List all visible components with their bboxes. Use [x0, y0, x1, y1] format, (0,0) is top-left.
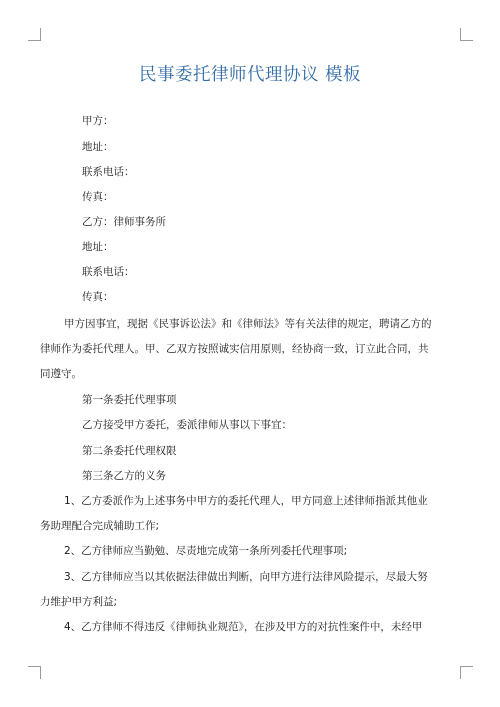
- crop-mark-top-right: [460, 28, 473, 41]
- party-a-fax-label: 传真：: [82, 191, 114, 203]
- article-3-item-1-line-1: 1、乙方委派作为上述事务中甲方的委托代理人，甲方同意上述律师指派其他业: [64, 495, 428, 507]
- intro-line-3: 同遵守。: [40, 368, 82, 380]
- party-a-name-label: 甲方：: [82, 115, 114, 127]
- intro-line-1: 甲方因事宜，现据《民事诉讼法》和《律师法》等有关法律的规定，聘请乙方的: [64, 318, 432, 330]
- crop-mark-bottom-right: [460, 666, 473, 679]
- article-1-heading: 第一条委托代理事项: [82, 394, 177, 406]
- party-b-name-label: 乙方：律师事务所: [82, 216, 166, 228]
- article-3-item-1-line-2: 务助理配合完成辅助工作;: [40, 520, 160, 532]
- crop-mark-top-left: [28, 28, 41, 41]
- article-2-heading: 第二条委托代理权限: [82, 445, 177, 457]
- party-a-address-label: 地址：: [82, 141, 114, 153]
- article-3-item-2: 2、乙方律师应当勤勉、尽责地完成第一条所列委托代理事项;: [64, 545, 348, 557]
- crop-mark-bottom-left: [28, 666, 41, 679]
- party-b-phone-label: 联系电话：: [82, 266, 135, 278]
- party-b-fax-label: 传真：: [82, 291, 114, 303]
- article-3-heading: 第三条乙方的义务: [82, 470, 166, 482]
- article-3-item-3-line-1: 3、乙方律师应当以其依据法律做出判断，向甲方进行法律风险提示，尽最大努: [64, 571, 428, 583]
- document-title: 民事委托律师代理协议 模板: [138, 65, 362, 85]
- intro-line-2: 律师作为委托代理人。甲、乙双方按照诚实信用原则，经协商一致，订立此合同，共: [40, 343, 429, 355]
- article-3-item-4-line-1: 4、乙方律师不得违反《律师执业规范》，在涉及甲方的对抗性案件中，未经甲: [64, 621, 423, 633]
- party-b-address-label: 地址：: [82, 241, 114, 253]
- article-1-body: 乙方接受甲方委托，委派律师从事以下事宜：: [82, 419, 292, 431]
- party-a-phone-label: 联系电话：: [82, 166, 135, 178]
- article-3-item-3-line-2: 力维护甲方利益;: [40, 596, 118, 608]
